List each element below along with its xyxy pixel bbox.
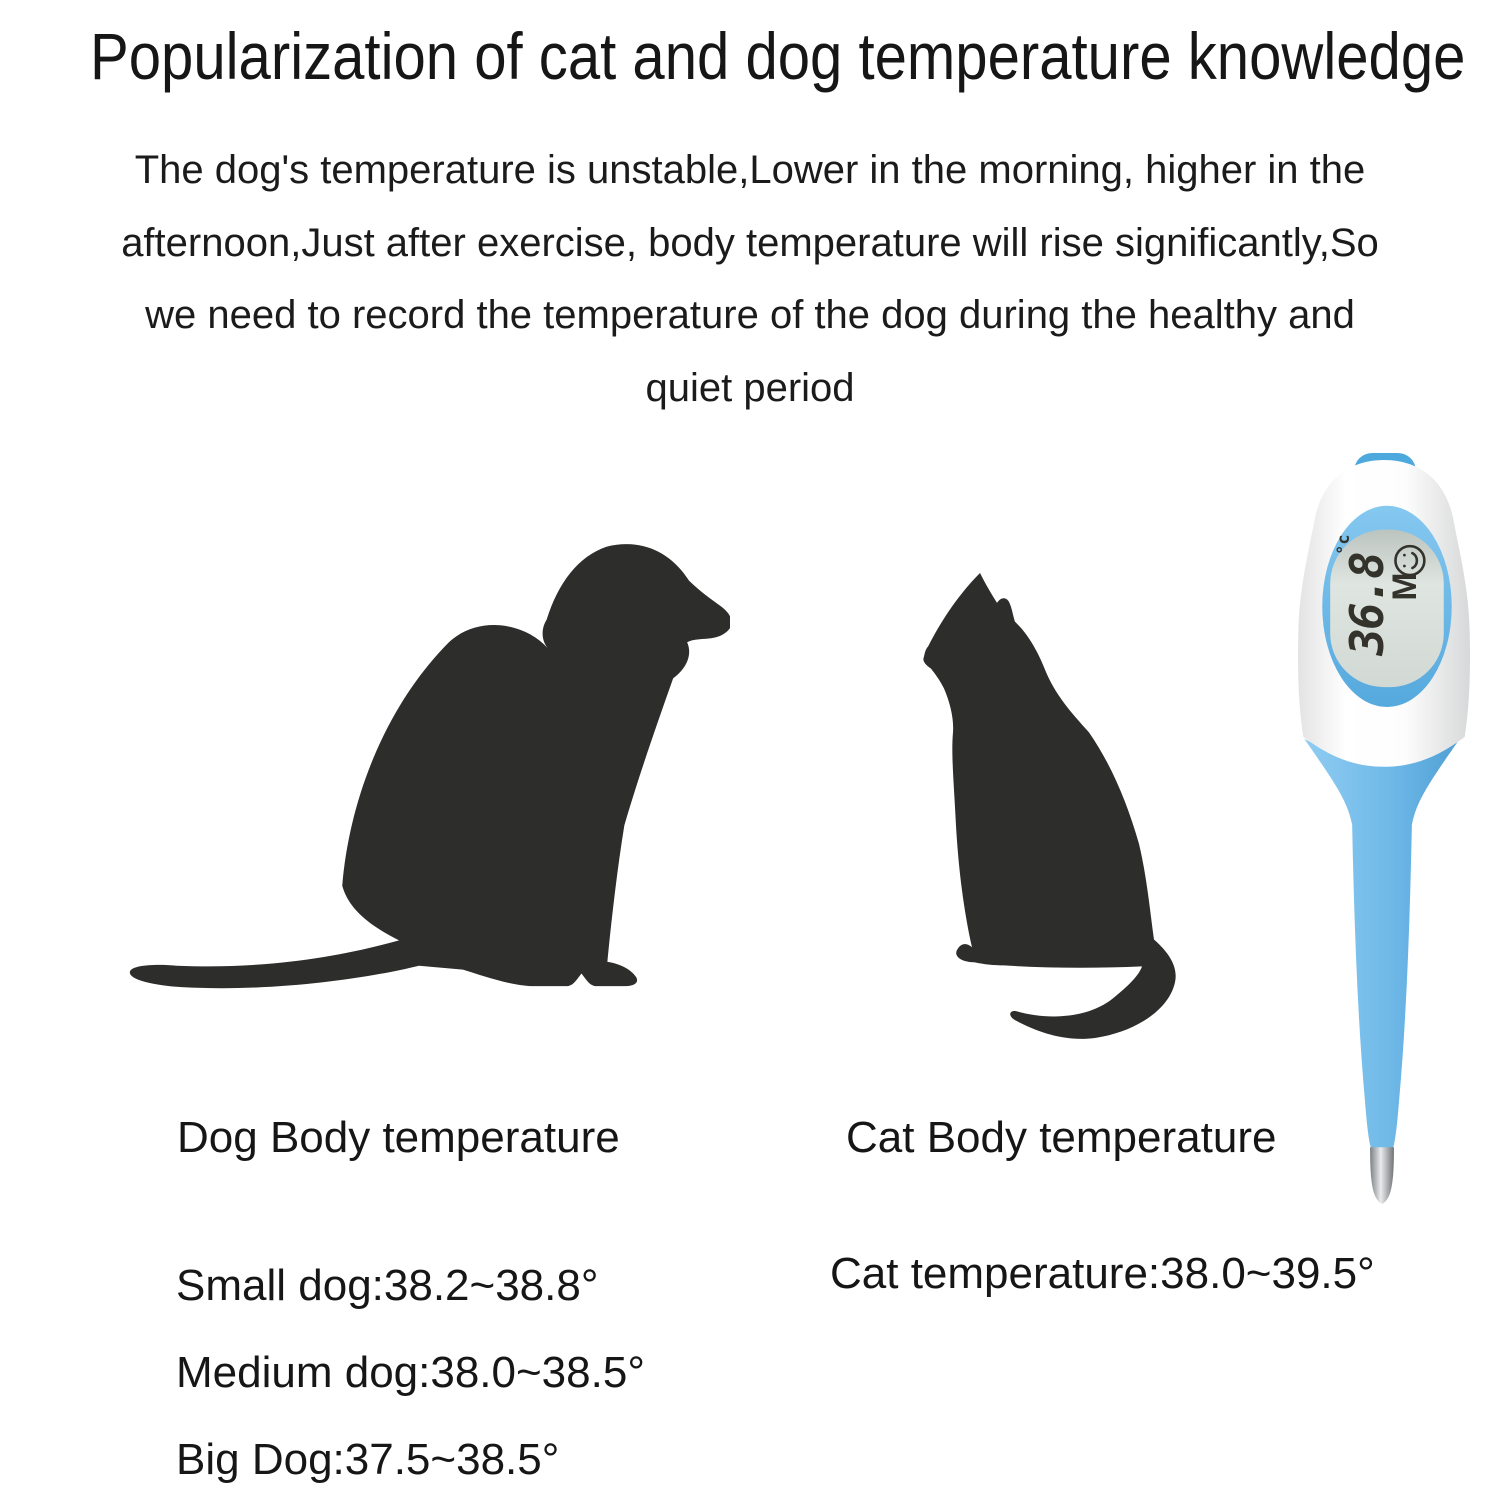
thermometer-stem	[1304, 739, 1459, 1148]
sitting-dog-silhouette-icon	[112, 535, 730, 993]
pet-thermometer-illustration	[1290, 450, 1480, 1212]
lcd-mode-indicator: M	[1385, 572, 1424, 601]
intro-line-2: afternoon,Just after exercise, body temperature will rise significantly,So	[121, 220, 1379, 265]
intro-line-3: we need to record the temperature of the dog during the healthy and	[145, 293, 1355, 337]
cat-body-temperature-heading: Cat Body temperature	[846, 1113, 1277, 1162]
intro-line-4: quiet period	[645, 365, 855, 410]
cat-temperature-range: Cat temperature:38.0~39.5°	[830, 1249, 1375, 1298]
big-dog-temperature-range: Big Dog:37.5~38.5°	[176, 1435, 560, 1484]
medium-dog-temperature-range: Medium dog:38.0~38.5°	[176, 1348, 645, 1397]
lcd-temperature-reading: 36.8	[1340, 553, 1395, 656]
lcd-unit-label: °c	[1333, 534, 1354, 555]
dog-body-temperature-heading: Dog Body temperature	[177, 1113, 620, 1162]
small-dog-temperature-range: Small dog:38.2~38.8°	[176, 1261, 599, 1310]
page-title: Popularization of cat and dog temperature knowledge	[90, 19, 1466, 93]
intro-line-1: The dog's temperature is unstable,Lower in the morning, higher in the	[134, 148, 1366, 192]
intro-paragraph	[0, 134, 1500, 424]
thermometer-metal-tip	[1370, 1147, 1394, 1204]
sitting-cat-silhouette-icon	[898, 573, 1190, 1043]
